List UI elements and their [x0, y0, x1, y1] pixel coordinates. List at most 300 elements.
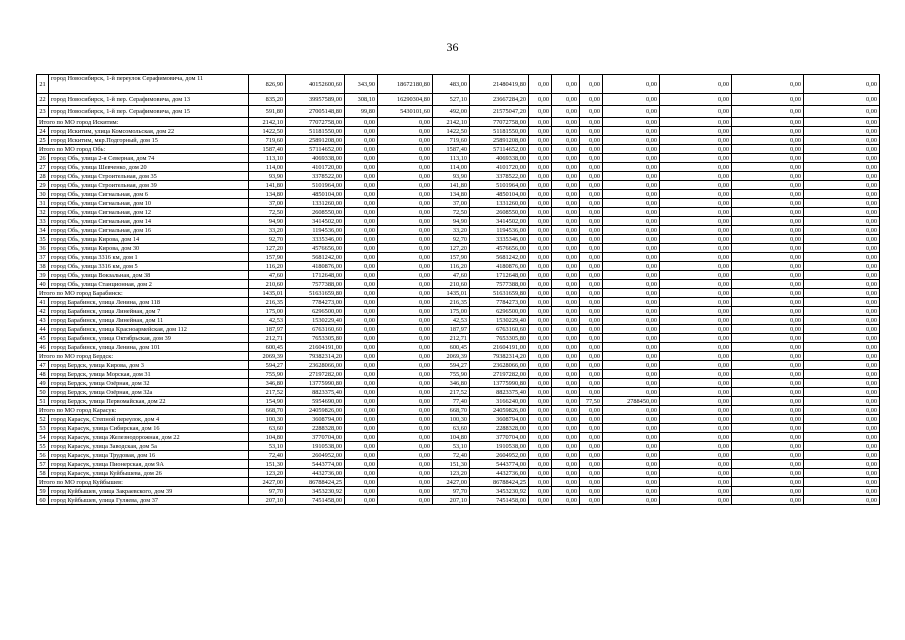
value-cell: 0,00: [378, 280, 433, 289]
row-number: 24: [37, 127, 49, 136]
value-cell: 0,00: [345, 136, 378, 145]
value-cell: 4576656,00: [286, 244, 345, 253]
value-cell: 0,00: [529, 280, 552, 289]
value-cell: 0,00: [580, 325, 603, 334]
value-cell: 0,00: [603, 478, 660, 487]
value-cell: 0,00: [345, 370, 378, 379]
value-cell: 0,00: [603, 298, 660, 307]
address-cell: город Карасук, улица Заводская, дом 5а: [49, 442, 249, 451]
value-cell: 0,00: [552, 127, 580, 136]
row-number: 21: [37, 75, 49, 94]
value-cell: 0,00: [732, 163, 804, 172]
value-cell: 0,00: [552, 388, 580, 397]
table-row: [37, 433, 880, 442]
value-cell: 216,35: [249, 298, 286, 307]
value-cell: 0,00: [804, 478, 880, 487]
value-cell: 4069338,00: [470, 154, 529, 163]
value-cell: 7653305,80: [470, 334, 529, 343]
table-row: [37, 163, 880, 172]
row-number: 43: [37, 316, 49, 325]
value-cell: 0,00: [580, 75, 603, 94]
value-cell: 835,20: [249, 94, 286, 106]
value-cell: 0,00: [580, 343, 603, 352]
value-cell: 0,00: [378, 208, 433, 217]
value-cell: 0,00: [732, 94, 804, 106]
table-row: [37, 106, 880, 118]
address-cell: город Искитим, улица Комсомольская, дом 22: [49, 127, 249, 136]
value-cell: 0,00: [345, 442, 378, 451]
value-cell: 141,80: [433, 181, 470, 190]
value-cell: 4180876,00: [470, 262, 529, 271]
value-cell: 6296500,00: [470, 307, 529, 316]
value-cell: 25891208,00: [470, 136, 529, 145]
value-cell: 2142,10: [433, 118, 470, 127]
value-cell: 0,00: [378, 496, 433, 505]
table-row: [37, 397, 880, 406]
value-cell: 527,10: [433, 94, 470, 106]
value-cell: 0,00: [603, 172, 660, 181]
value-cell: 0,00: [378, 406, 433, 415]
value-cell: 0,00: [603, 307, 660, 316]
value-cell: 0,00: [345, 280, 378, 289]
table-row: [37, 75, 880, 94]
value-cell: 0,00: [804, 397, 880, 406]
address-cell: город Обь, улица Строительная, дом 39: [49, 181, 249, 190]
value-cell: 2288328,00: [286, 424, 345, 433]
value-cell: 1435,01: [433, 289, 470, 298]
row-number: 30: [37, 190, 49, 199]
value-cell: 668,70: [433, 406, 470, 415]
value-cell: 0,00: [603, 316, 660, 325]
value-cell: 0,00: [580, 478, 603, 487]
value-cell: 0,00: [529, 127, 552, 136]
value-cell: 0,00: [529, 298, 552, 307]
value-cell: 0,00: [660, 262, 732, 271]
value-cell: 72,40: [433, 451, 470, 460]
value-cell: 53,10: [249, 442, 286, 451]
value-cell: 0,00: [529, 442, 552, 451]
value-cell: 0,00: [660, 469, 732, 478]
value-cell: 0,00: [804, 253, 880, 262]
value-cell: 0,00: [552, 325, 580, 334]
value-cell: 0,00: [732, 172, 804, 181]
value-cell: 0,00: [804, 469, 880, 478]
value-cell: 0,00: [552, 370, 580, 379]
value-cell: 0,00: [732, 406, 804, 415]
value-cell: 0,00: [345, 487, 378, 496]
value-cell: 0,00: [529, 388, 552, 397]
value-cell: 0,00: [378, 244, 433, 253]
table-row: [37, 424, 880, 433]
value-cell: 0,00: [580, 406, 603, 415]
value-cell: 0,00: [580, 415, 603, 424]
value-cell: 0,00: [580, 118, 603, 127]
value-cell: 3378522,00: [286, 172, 345, 181]
value-cell: 0,00: [580, 352, 603, 361]
value-cell: 594,27: [433, 361, 470, 370]
value-cell: 0,00: [580, 226, 603, 235]
value-cell: 0,00: [660, 145, 732, 154]
value-cell: 0,00: [732, 370, 804, 379]
table-row: [37, 415, 880, 424]
value-cell: 210,60: [249, 280, 286, 289]
value-cell: 0,00: [660, 460, 732, 469]
value-cell: 0,00: [732, 280, 804, 289]
value-cell: 0,00: [345, 154, 378, 163]
value-cell: 6296500,00: [286, 307, 345, 316]
address-cell: город Обь, улица 2-я Северная, дом 74: [49, 154, 249, 163]
row-number: 33: [37, 217, 49, 226]
value-cell: 210,60: [433, 280, 470, 289]
value-cell: 719,60: [433, 136, 470, 145]
total-label: Итого по МО город Бердск:: [37, 352, 249, 361]
value-cell: 0,00: [378, 442, 433, 451]
value-cell: 47,60: [249, 271, 286, 280]
value-cell: 0,00: [660, 397, 732, 406]
value-cell: 0,00: [732, 433, 804, 442]
value-cell: 0,00: [732, 316, 804, 325]
row-number: 56: [37, 451, 49, 460]
value-cell: 0,00: [552, 253, 580, 262]
value-cell: 21575047,20: [470, 106, 529, 118]
value-cell: 0,00: [603, 94, 660, 106]
value-cell: 0,00: [378, 145, 433, 154]
value-cell: 16290304,80: [378, 94, 433, 106]
value-cell: 0,00: [529, 190, 552, 199]
value-cell: 0,00: [660, 154, 732, 163]
value-cell: 0,00: [378, 127, 433, 136]
row-number: 38: [37, 262, 49, 271]
value-cell: 0,00: [804, 343, 880, 352]
total-row: [37, 118, 880, 127]
value-cell: 99,80: [345, 106, 378, 118]
value-cell: 1194536,00: [470, 226, 529, 235]
value-cell: 175,00: [249, 307, 286, 316]
address-cell: город Куйбышев, улица Гуляева, дом 37: [49, 496, 249, 505]
address-cell: город Новосибирск, 1-й переулок Серафимовича, дом 11: [49, 75, 249, 94]
value-cell: 0,00: [660, 127, 732, 136]
value-cell: 0,00: [345, 433, 378, 442]
value-cell: 0,00: [732, 478, 804, 487]
address-cell: город Обь, улица Кирова, дом 30: [49, 244, 249, 253]
address-cell: город Обь, улица Строительная, дом 35: [49, 172, 249, 181]
value-cell: 114,00: [249, 163, 286, 172]
value-cell: 0,00: [732, 424, 804, 433]
value-cell: 0,00: [660, 307, 732, 316]
address-cell: город Куйбышев, улица Закраевского, дом 39: [49, 487, 249, 496]
address-cell: город Новосибирск, 1-й пер. Серафимовича, дом 15: [49, 106, 249, 118]
address-cell: город Барабинск, улица Линейная, дом 11: [49, 316, 249, 325]
row-number: 41: [37, 298, 49, 307]
value-cell: 0,00: [552, 235, 580, 244]
value-cell: 0,00: [804, 244, 880, 253]
value-cell: 0,00: [552, 352, 580, 361]
value-cell: 0,00: [345, 145, 378, 154]
table-row: [37, 136, 880, 145]
value-cell: 0,00: [660, 496, 732, 505]
address-cell: город Обь, улица 3316 км, дом 1: [49, 253, 249, 262]
value-cell: 3335346,00: [286, 235, 345, 244]
value-cell: 0,00: [529, 316, 552, 325]
value-cell: 0,00: [804, 106, 880, 118]
value-cell: 0,00: [580, 253, 603, 262]
value-cell: 0,00: [603, 451, 660, 460]
value-cell: 0,00: [804, 361, 880, 370]
value-cell: 0,00: [603, 379, 660, 388]
value-cell: 0,00: [580, 163, 603, 172]
table-row: [37, 226, 880, 235]
value-cell: 0,00: [804, 199, 880, 208]
address-cell: город Карасук, улица Железнодорожная, дом 22: [49, 433, 249, 442]
value-cell: 600,45: [249, 343, 286, 352]
value-cell: 127,20: [249, 244, 286, 253]
address-cell: город Барабинск, улица Красноармейская, дом 112: [49, 325, 249, 334]
value-cell: 0,00: [529, 487, 552, 496]
value-cell: 0,00: [529, 154, 552, 163]
value-cell: 113,10: [433, 154, 470, 163]
row-number: 31: [37, 199, 49, 208]
value-cell: 72,40: [249, 451, 286, 460]
value-cell: 826,90: [249, 75, 286, 94]
value-cell: 0,00: [552, 199, 580, 208]
address-cell: город Обь, улица Сигнальная, дом 14: [49, 217, 249, 226]
address-cell: город Бердск, улица Морская, дом 31: [49, 370, 249, 379]
value-cell: 0,00: [732, 388, 804, 397]
value-cell: 0,00: [345, 262, 378, 271]
value-cell: 0,00: [732, 451, 804, 460]
value-cell: 0,00: [378, 433, 433, 442]
value-cell: 343,90: [345, 75, 378, 94]
value-cell: 0,00: [580, 172, 603, 181]
value-cell: 0,00: [552, 75, 580, 94]
value-cell: 0,00: [345, 397, 378, 406]
value-cell: 600,45: [433, 343, 470, 352]
row-number: 54: [37, 433, 49, 442]
value-cell: 0,00: [552, 190, 580, 199]
value-cell: 0,00: [378, 226, 433, 235]
row-number: 32: [37, 208, 49, 217]
value-cell: 57114652,00: [470, 145, 529, 154]
value-cell: 0,00: [345, 316, 378, 325]
value-cell: 0,00: [529, 325, 552, 334]
page-number: 36: [446, 40, 459, 54]
value-cell: 0,00: [345, 181, 378, 190]
value-cell: 0,00: [552, 154, 580, 163]
value-cell: 0,00: [580, 136, 603, 145]
value-cell: 0,00: [603, 271, 660, 280]
address-cell: город Бердск, улица Озёрная, дом 32а: [49, 388, 249, 397]
value-cell: 0,00: [580, 280, 603, 289]
value-cell: 0,00: [660, 388, 732, 397]
row-number: 48: [37, 370, 49, 379]
value-cell: 4432736,00: [470, 469, 529, 478]
value-cell: 0,00: [732, 487, 804, 496]
value-cell: 0,00: [552, 289, 580, 298]
value-cell: 0,00: [732, 343, 804, 352]
value-cell: 0,00: [378, 352, 433, 361]
value-cell: 0,00: [378, 343, 433, 352]
value-cell: 207,10: [249, 496, 286, 505]
value-cell: 2069,39: [433, 352, 470, 361]
value-cell: 0,00: [660, 487, 732, 496]
value-cell: 0,00: [603, 361, 660, 370]
value-cell: 93,90: [249, 172, 286, 181]
value-cell: 40152600,60: [286, 75, 345, 94]
value-cell: 4850104,00: [286, 190, 345, 199]
value-cell: 0,00: [660, 451, 732, 460]
value-cell: 0,00: [804, 145, 880, 154]
value-cell: 0,00: [732, 199, 804, 208]
value-cell: 0,00: [603, 334, 660, 343]
address-cell: город Барабинск, улица Ленина, дом 118: [49, 298, 249, 307]
value-cell: 7577388,00: [470, 280, 529, 289]
row-number: 50: [37, 388, 49, 397]
value-cell: 0,00: [378, 118, 433, 127]
value-cell: 0,00: [660, 235, 732, 244]
row-number: 22: [37, 94, 49, 106]
value-cell: 7653305,80: [286, 334, 345, 343]
value-cell: 0,00: [552, 460, 580, 469]
value-cell: 0,00: [603, 388, 660, 397]
address-cell: город Обь, улица Сигнальная, дом 6: [49, 190, 249, 199]
value-cell: 77,50: [580, 397, 603, 406]
table-row: [37, 370, 880, 379]
value-cell: 0,00: [345, 496, 378, 505]
value-cell: 0,00: [378, 163, 433, 172]
value-cell: 0,00: [552, 208, 580, 217]
value-cell: 23628066,00: [286, 361, 345, 370]
value-cell: 0,00: [345, 361, 378, 370]
value-cell: 0,00: [552, 298, 580, 307]
value-cell: 0,00: [580, 487, 603, 496]
value-cell: 42,53: [433, 316, 470, 325]
value-cell: 0,00: [552, 415, 580, 424]
value-cell: 5681242,00: [286, 253, 345, 262]
value-cell: 4432736,00: [286, 469, 345, 478]
table-row: [37, 127, 880, 136]
value-cell: 24059826,00: [470, 406, 529, 415]
value-cell: 0,00: [378, 172, 433, 181]
value-cell: 0,00: [660, 442, 732, 451]
value-cell: 0,00: [345, 307, 378, 316]
value-cell: 0,00: [552, 94, 580, 106]
value-cell: 27005148,80: [286, 106, 345, 118]
value-cell: 154,90: [249, 397, 286, 406]
value-cell: 0,00: [345, 226, 378, 235]
value-cell: 0,00: [552, 262, 580, 271]
value-cell: 72,50: [249, 208, 286, 217]
value-cell: 0,00: [804, 487, 880, 496]
value-cell: 0,00: [552, 244, 580, 253]
value-cell: 0,00: [345, 388, 378, 397]
value-cell: 1910538,00: [286, 442, 345, 451]
address-cell: город Карасук, улица Куйбышева, дом 26: [49, 469, 249, 478]
value-cell: 0,00: [603, 181, 660, 190]
value-cell: 104,80: [433, 433, 470, 442]
value-cell: 0,00: [552, 397, 580, 406]
table-row: [37, 208, 880, 217]
value-cell: 0,00: [603, 145, 660, 154]
row-number: 44: [37, 325, 49, 334]
value-cell: 0,00: [529, 451, 552, 460]
table-row: [37, 307, 880, 316]
value-cell: 0,00: [580, 361, 603, 370]
row-number: 42: [37, 307, 49, 316]
row-number: 26: [37, 154, 49, 163]
value-cell: 0,00: [345, 127, 378, 136]
value-cell: 216,35: [433, 298, 470, 307]
address-cell: город Обь, улица 3316 км, дом 5: [49, 262, 249, 271]
value-cell: 0,00: [804, 94, 880, 106]
value-cell: 207,10: [433, 496, 470, 505]
table-row: [37, 460, 880, 469]
value-cell: 0,00: [732, 226, 804, 235]
value-cell: 0,00: [378, 316, 433, 325]
address-cell: город Карасук, улица Сибирская, дом 16: [49, 424, 249, 433]
value-cell: 0,00: [660, 253, 732, 262]
table-row: [37, 316, 880, 325]
value-cell: 0,00: [552, 334, 580, 343]
value-cell: 0,00: [660, 280, 732, 289]
value-cell: 0,00: [529, 106, 552, 118]
value-cell: 0,00: [660, 424, 732, 433]
value-cell: 0,00: [660, 415, 732, 424]
table-row: [37, 325, 880, 334]
value-cell: 0,00: [732, 244, 804, 253]
value-cell: 23667284,20: [470, 94, 529, 106]
table-row: [37, 199, 880, 208]
value-cell: 57114652,00: [286, 145, 345, 154]
address-cell: город Обь, улица Сигнальная, дом 10: [49, 199, 249, 208]
value-cell: 0,00: [529, 379, 552, 388]
value-cell: 3378522,00: [470, 172, 529, 181]
value-cell: 0,00: [378, 154, 433, 163]
value-cell: 0,00: [552, 406, 580, 415]
value-cell: 0,00: [529, 75, 552, 94]
value-cell: 0,00: [529, 370, 552, 379]
table-row: [37, 496, 880, 505]
value-cell: 0,00: [378, 307, 433, 316]
value-cell: 0,00: [552, 307, 580, 316]
value-cell: 594,27: [249, 361, 286, 370]
housing-register-table: [36, 74, 880, 505]
value-cell: 1331260,00: [470, 199, 529, 208]
value-cell: 0,00: [345, 424, 378, 433]
value-cell: 0,00: [732, 460, 804, 469]
value-cell: 755,90: [433, 370, 470, 379]
value-cell: 97,70: [249, 487, 286, 496]
address-cell: город Бердск, улица Первомайская, дом 22: [49, 397, 249, 406]
row-number: 28: [37, 172, 49, 181]
value-cell: 0,00: [660, 433, 732, 442]
value-cell: 0,00: [580, 145, 603, 154]
value-cell: 0,00: [804, 181, 880, 190]
value-cell: 0,00: [804, 163, 880, 172]
value-cell: 668,70: [249, 406, 286, 415]
value-cell: 0,00: [580, 127, 603, 136]
value-cell: 0,00: [804, 325, 880, 334]
value-cell: 0,00: [603, 190, 660, 199]
value-cell: 0,00: [552, 469, 580, 478]
value-cell: 0,00: [732, 208, 804, 217]
value-cell: 212,71: [433, 334, 470, 343]
value-cell: 0,00: [378, 325, 433, 334]
value-cell: 97,70: [433, 487, 470, 496]
value-cell: 0,00: [732, 352, 804, 361]
table-row: [37, 334, 880, 343]
value-cell: 0,00: [580, 442, 603, 451]
value-cell: 0,00: [378, 487, 433, 496]
